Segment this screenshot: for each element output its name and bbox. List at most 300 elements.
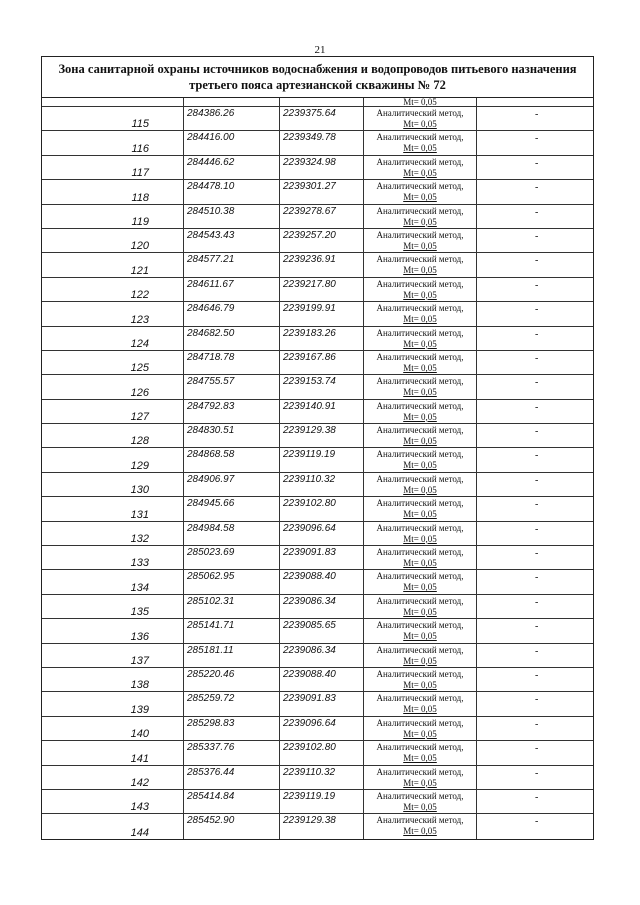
value-cell (477, 497, 593, 520)
method-precision: Mt= 0,05 (403, 167, 437, 178)
point-number-cell (42, 375, 184, 398)
method-name: Аналитический метод, (376, 620, 464, 631)
value-dash: - (535, 426, 539, 438)
value-dash: - (535, 596, 539, 608)
method-cell (364, 692, 477, 715)
method-cell (364, 107, 477, 130)
point-number-cell (42, 741, 184, 764)
value-cell (477, 522, 593, 545)
x-coordinate-cell (184, 107, 280, 130)
point-number-cell (42, 327, 184, 350)
value-dash: - (535, 743, 539, 755)
y-coordinate: 2239102.80 (283, 498, 336, 510)
x-coordinate: 284718.78 (187, 351, 235, 363)
point-number-cell (42, 98, 184, 106)
point-number-cell (42, 448, 184, 471)
x-coordinate-cell (184, 814, 280, 838)
method-name: Аналитический метод, (376, 473, 464, 484)
value-dash: - (535, 182, 539, 194)
value-cell (477, 448, 593, 471)
method-cell (364, 814, 477, 838)
y-coordinate-cell (280, 497, 364, 520)
table-row (42, 644, 593, 668)
value-cell (477, 741, 593, 764)
value-cell (477, 595, 593, 618)
table-row (42, 546, 593, 570)
value-cell (477, 619, 593, 642)
table-title-line2: третьего пояса артезианской скважины № 72 (189, 78, 446, 92)
y-coordinate: 2239217.80 (283, 278, 336, 290)
y-coordinate-cell (280, 790, 364, 813)
point-number: 131 (130, 508, 149, 521)
point-number: 142 (130, 776, 149, 789)
page-number: 21 (314, 44, 326, 56)
x-coordinate-cell (184, 351, 280, 374)
y-coordinate-cell (280, 302, 364, 325)
y-coordinate-cell (280, 766, 364, 789)
value-cell (477, 156, 593, 179)
x-coordinate: 285220.46 (187, 668, 235, 680)
method-precision: Mt= 0,05 (403, 582, 437, 593)
table-title-line1: Зона санитарной охраны источников водоснабжения и водопроводов питьевого назначения (58, 62, 577, 76)
x-coordinate-cell (184, 692, 280, 715)
method-cell (364, 180, 477, 203)
table-row (42, 156, 593, 180)
value-dash: - (535, 816, 539, 828)
value-cell (477, 766, 593, 789)
value-cell (477, 717, 593, 740)
point-number: 144 (130, 826, 149, 839)
point-number: 130 (130, 484, 149, 497)
point-number-cell (42, 302, 184, 325)
method-precision: Mt= 0,05 (403, 533, 437, 544)
point-number-cell (42, 107, 184, 130)
x-coordinate-cell (184, 253, 280, 276)
method-precision: Mt= 0,05 (403, 558, 437, 569)
y-coordinate-cell (280, 619, 364, 642)
x-coordinate: 284945.66 (187, 498, 235, 510)
y-coordinate: 2239085.65 (283, 620, 336, 632)
point-number: 129 (130, 459, 149, 472)
point-number: 136 (130, 630, 149, 643)
y-coordinate-cell (280, 546, 364, 569)
point-number: 116 (131, 142, 149, 155)
x-coordinate-cell (184, 98, 280, 106)
point-number-cell (42, 473, 184, 496)
value-dash: - (535, 157, 539, 169)
table-row (42, 766, 593, 790)
method-cell (364, 131, 477, 154)
y-coordinate-cell (280, 205, 364, 228)
point-number: 126 (130, 386, 149, 399)
x-coordinate-cell (184, 205, 280, 228)
y-coordinate: 2239091.83 (283, 693, 336, 705)
y-coordinate: 2239086.34 (283, 644, 336, 656)
method-cell (364, 400, 477, 423)
table-row (42, 692, 593, 716)
x-coordinate-cell (184, 619, 280, 642)
value-cell (477, 98, 593, 106)
y-coordinate: 2239167.86 (283, 351, 336, 363)
y-coordinate: 2239153.74 (283, 376, 336, 388)
method-name: Аналитический метод, (376, 278, 464, 289)
point-number-cell (42, 131, 184, 154)
y-coordinate-cell (280, 717, 364, 740)
x-coordinate-cell (184, 717, 280, 740)
table-row (42, 351, 593, 375)
y-coordinate-cell (280, 424, 364, 447)
method-cell (364, 522, 477, 545)
x-coordinate-cell (184, 375, 280, 398)
y-coordinate-cell (280, 814, 364, 838)
x-coordinate: 284868.58 (187, 449, 235, 461)
y-coordinate-cell (280, 400, 364, 423)
point-number-cell (42, 717, 184, 740)
y-coordinate: 2239110.32 (283, 766, 336, 778)
y-coordinate: 2239096.64 (283, 717, 336, 729)
value-cell (477, 814, 593, 838)
point-number: 127 (130, 411, 149, 424)
point-number-cell (42, 668, 184, 691)
point-number-cell (42, 570, 184, 593)
y-coordinate-cell (280, 327, 364, 350)
table-row (42, 253, 593, 277)
method-name: Аналитический метод, (376, 425, 464, 436)
point-number-cell (42, 424, 184, 447)
x-coordinate-cell (184, 229, 280, 252)
point-number-cell (42, 180, 184, 203)
method-precision: Mt= 0,05 (403, 240, 437, 251)
y-coordinate: 2239349.78 (283, 132, 336, 144)
method-cell (364, 253, 477, 276)
x-coordinate-cell (184, 302, 280, 325)
value-cell (477, 424, 593, 447)
value-dash: - (535, 450, 539, 462)
point-number-cell (42, 522, 184, 545)
y-coordinate: 2239088.40 (283, 571, 336, 583)
x-coordinate-cell (184, 790, 280, 813)
method-precision: Mt= 0,05 (403, 631, 437, 642)
value-dash: - (535, 645, 539, 657)
method-cell (364, 302, 477, 325)
x-coordinate-cell (184, 473, 280, 496)
x-coordinate: 284646.79 (187, 303, 235, 315)
table-row (42, 790, 593, 814)
method-precision: Mt= 0,05 (403, 119, 437, 129)
table-row (42, 814, 593, 838)
value-cell (477, 229, 593, 252)
y-coordinate: 2239102.80 (283, 742, 336, 754)
method-precision: Mt= 0,05 (403, 338, 437, 349)
y-coordinate: 2239096.64 (283, 522, 336, 534)
point-number: 132 (130, 533, 149, 546)
table-row (42, 570, 593, 594)
value-cell (477, 400, 593, 423)
value-cell (477, 253, 593, 276)
method-name: Аналитический метод, (376, 303, 464, 314)
y-coordinate: 2239086.34 (283, 595, 336, 607)
y-coordinate: 2239236.91 (283, 254, 336, 266)
value-dash: - (535, 499, 539, 511)
value-cell (477, 107, 593, 130)
method-cell (364, 497, 477, 520)
y-coordinate: 2239199.91 (283, 303, 336, 315)
point-number: 137 (130, 654, 149, 667)
point-number-cell (42, 546, 184, 569)
point-number: 128 (130, 435, 149, 448)
method-cell (364, 424, 477, 447)
x-coordinate: 284830.51 (187, 425, 235, 437)
value-cell (477, 692, 593, 715)
point-number: 139 (130, 703, 149, 716)
value-cell (477, 546, 593, 569)
table-row (42, 400, 593, 424)
y-coordinate-cell (280, 351, 364, 374)
method-precision: Mt= 0,05 (403, 801, 437, 812)
point-number: 119 (131, 215, 149, 228)
y-coordinate: 2239119.19 (283, 449, 336, 461)
x-coordinate-cell (184, 595, 280, 618)
x-coordinate: 284543.43 (187, 229, 235, 241)
value-dash: - (535, 572, 539, 584)
method-name: Аналитический метод, (376, 693, 464, 704)
x-coordinate: 285298.83 (187, 717, 235, 729)
value-cell (477, 302, 593, 325)
table-row (42, 448, 593, 472)
value-dash: - (535, 133, 539, 145)
y-coordinate: 2239119.19 (283, 790, 336, 802)
point-number-cell (42, 790, 184, 813)
table-row (42, 327, 593, 351)
x-coordinate-cell (184, 156, 280, 179)
point-number: 121 (130, 264, 149, 277)
x-coordinate-cell (184, 424, 280, 447)
y-coordinate: 2239375.64 (283, 108, 336, 119)
value-cell (477, 668, 593, 691)
method-name: Аналитический метод, (376, 376, 464, 387)
value-dash: - (535, 621, 539, 633)
method-cell (364, 570, 477, 593)
value-dash: - (535, 230, 539, 242)
y-coordinate-cell (280, 180, 364, 203)
value-dash: - (535, 523, 539, 535)
y-coordinate-cell (280, 692, 364, 715)
y-coordinate-cell (280, 741, 364, 764)
point-number-cell (42, 400, 184, 423)
method-name: Аналитический метод, (376, 205, 464, 216)
x-coordinate: 284611.67 (187, 278, 234, 290)
point-number-cell (42, 766, 184, 789)
table-row (42, 375, 593, 399)
method-cell (364, 619, 477, 642)
method-cell (364, 644, 477, 667)
value-dash: - (535, 328, 539, 340)
x-coordinate: 284386.26 (187, 108, 235, 119)
method-precision: Mt= 0,05 (403, 655, 437, 666)
x-coordinate: 284792.83 (187, 400, 235, 412)
point-number: 125 (130, 362, 149, 375)
y-coordinate: 2239091.83 (283, 547, 336, 559)
method-cell (364, 473, 477, 496)
x-coordinate-cell (184, 327, 280, 350)
x-coordinate: 285102.31 (187, 595, 235, 607)
point-number-cell (42, 253, 184, 276)
method-precision: Mt= 0,05 (403, 460, 437, 471)
method-precision: Mt= 0,05 (403, 314, 437, 325)
method-name: Аналитический метод, (376, 449, 464, 460)
method-name: Аналитический метод, (376, 400, 464, 411)
method-precision: Mt= 0,05 (403, 362, 437, 373)
table-row (42, 131, 593, 155)
y-coordinate-cell (280, 595, 364, 618)
method-precision: Mt= 0,05 (403, 411, 437, 422)
method-precision: Mt= 0,05 (403, 606, 437, 617)
method-precision: Mt= 0,05 (403, 265, 437, 276)
point-number: 122 (130, 289, 149, 302)
method-name: Аналитический метод, (376, 327, 464, 338)
value-dash: - (535, 548, 539, 560)
y-coordinate-cell (280, 98, 364, 106)
x-coordinate-cell (184, 497, 280, 520)
method-name: Аналитический метод, (376, 108, 464, 118)
method-cell (364, 278, 477, 301)
method-name: Аналитический метод, (376, 668, 464, 679)
value-cell (477, 131, 593, 154)
point-number: 123 (130, 313, 149, 326)
method-name: Аналитический метод, (376, 351, 464, 362)
value-dash: - (535, 718, 539, 730)
value-dash: - (535, 791, 539, 803)
y-coordinate-cell (280, 107, 364, 130)
method-precision: Mt= 0,05 (403, 216, 437, 227)
y-coordinate: 2239324.98 (283, 156, 336, 168)
method-name: Аналитический метод, (376, 815, 464, 826)
table-row (42, 205, 593, 229)
method-cell (364, 375, 477, 398)
method-cell (364, 717, 477, 740)
table-row (42, 741, 593, 765)
method-cell (364, 595, 477, 618)
value-cell (477, 473, 593, 496)
point-number-cell (42, 351, 184, 374)
method-precision: Mt= 0,05 (403, 289, 437, 300)
method-name: Аналитический метод, (376, 181, 464, 192)
table-row (42, 107, 593, 131)
point-number-cell (42, 814, 184, 838)
point-number-cell (42, 229, 184, 252)
table-row (42, 497, 593, 521)
table-row (42, 595, 593, 619)
x-coordinate: 285337.76 (187, 742, 235, 754)
point-number: 138 (130, 679, 149, 692)
y-coordinate: 2239129.38 (283, 425, 336, 437)
x-coordinate: 284755.57 (187, 376, 235, 388)
y-coordinate-cell (280, 668, 364, 691)
value-dash: - (535, 767, 539, 779)
method-cell (364, 766, 477, 789)
table-row (42, 522, 593, 546)
method-cell (364, 546, 477, 569)
method-precision: Mt= 0,05 (403, 192, 437, 203)
method-name: Аналитический метод, (376, 254, 464, 265)
table-row (42, 717, 593, 741)
y-coordinate-cell (280, 278, 364, 301)
method-name: Аналитический метод, (376, 522, 464, 533)
point-number-cell (42, 644, 184, 667)
value-dash: - (535, 669, 539, 681)
y-coordinate-cell (280, 522, 364, 545)
table-row (42, 229, 593, 253)
x-coordinate: 284416.00 (187, 132, 235, 144)
table-row (42, 302, 593, 326)
point-number: 117 (131, 167, 149, 180)
x-coordinate: 284906.97 (187, 473, 235, 485)
method-cell (364, 790, 477, 813)
point-number: 124 (130, 337, 149, 350)
method-name: Аналитический метод, (376, 644, 464, 655)
coordinates-table (41, 56, 594, 840)
x-coordinate-cell (184, 522, 280, 545)
point-number: 120 (130, 240, 149, 253)
x-coordinate: 284510.38 (187, 205, 235, 217)
x-coordinate-cell (184, 570, 280, 593)
value-cell (477, 375, 593, 398)
table-title (42, 57, 593, 98)
method-name: Аналитический метод, (376, 571, 464, 582)
value-dash: - (535, 279, 539, 291)
point-number: 135 (130, 606, 149, 619)
method-precision: Mt= 0,05 (403, 753, 437, 764)
method-cell (364, 205, 477, 228)
x-coordinate-cell (184, 400, 280, 423)
y-coordinate-cell (280, 570, 364, 593)
x-coordinate-cell (184, 644, 280, 667)
y-coordinate: 2239183.26 (283, 327, 336, 339)
method-cell (364, 448, 477, 471)
value-cell (477, 278, 593, 301)
value-cell (477, 205, 593, 228)
value-cell (477, 351, 593, 374)
method-name: Аналитический метод, (376, 717, 464, 728)
x-coordinate: 284478.10 (187, 181, 235, 193)
method-name: Аналитический метод, (376, 742, 464, 753)
y-coordinate-cell (280, 473, 364, 496)
value-cell (477, 644, 593, 667)
method-cell (364, 98, 477, 106)
method-precision: Mt= 0,05 (403, 98, 437, 106)
value-cell (477, 570, 593, 593)
point-number-cell (42, 156, 184, 179)
value-dash: - (535, 377, 539, 389)
y-coordinate: 2239140.91 (283, 400, 336, 412)
x-coordinate-cell (184, 278, 280, 301)
table-row (42, 180, 593, 204)
y-coordinate-cell (280, 229, 364, 252)
x-coordinate-cell (184, 741, 280, 764)
method-name: Аналитический метод, (376, 156, 464, 167)
y-coordinate-cell (280, 644, 364, 667)
value-cell (477, 790, 593, 813)
y-coordinate: 2239301.27 (283, 181, 336, 193)
y-coordinate: 2239257.20 (283, 229, 336, 241)
point-number-cell (42, 619, 184, 642)
table-row (42, 473, 593, 497)
value-cell (477, 180, 593, 203)
table-row (42, 424, 593, 448)
point-number: 134 (130, 581, 149, 594)
method-precision: Mt= 0,05 (403, 728, 437, 739)
x-coordinate: 285452.90 (187, 815, 235, 827)
